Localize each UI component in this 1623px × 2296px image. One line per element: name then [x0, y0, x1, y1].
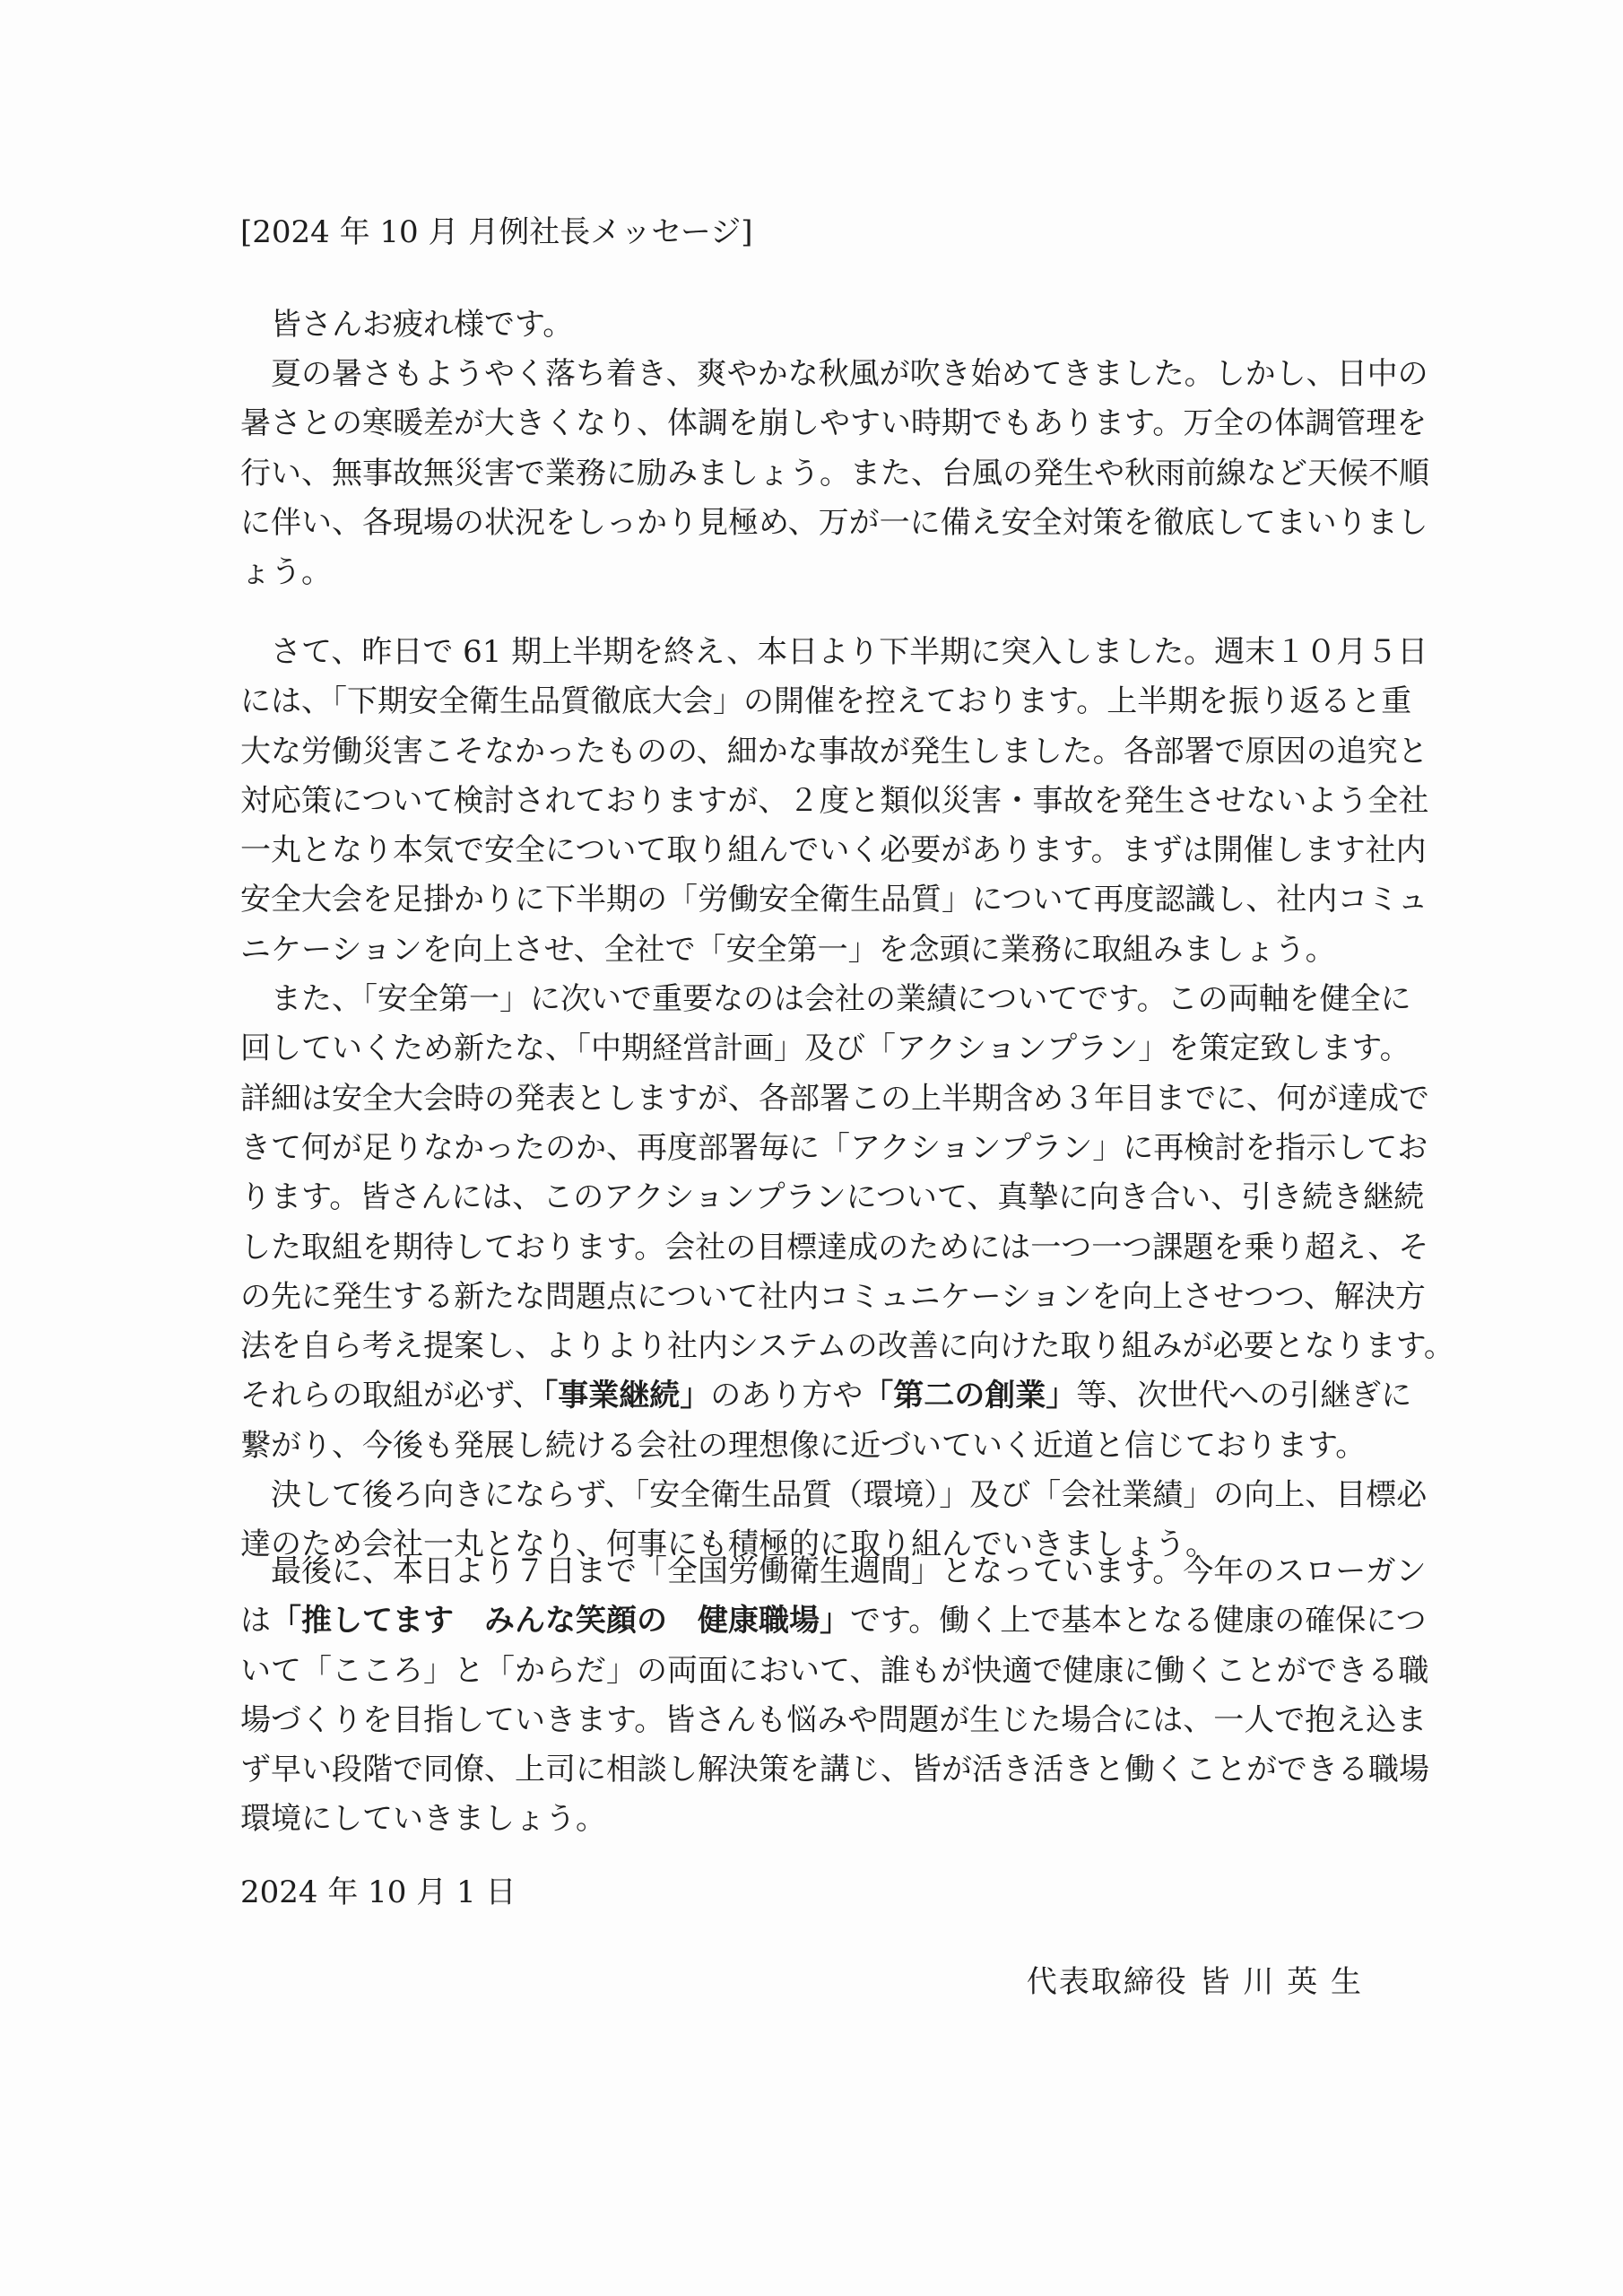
- text-line: 達のため会社一丸となり、何事にも積極的に取り組んでいきましょう。: [240, 1526, 1216, 1563]
- text-line: きて何が足りなかったのか、再度部署毎に「アクションプラン」に再検討を指示してお: [240, 1129, 1428, 1166]
- document-date: 2024 年 10 月 1 日: [240, 1874, 516, 1910]
- text-line: に伴い、各現場の状況をしっかり見極め、万が一に備え安全対策を徹底してまいりまし: [240, 504, 1428, 541]
- text-line: 場づくりを目指していきます。皆さんも悩みや問題が生じた場合には、一人で抱え込ま: [240, 1701, 1428, 1738]
- text-line: 回していくため新たな、「中期経営計画」及び「アクションプラン」を策定致します。: [240, 1031, 1410, 1067]
- text-line: 対応策について検討されておりますが、２度と類似災害・事故を発生させないよう全社: [240, 782, 1429, 819]
- text-line: ょう。: [240, 554, 332, 591]
- text-segment: 等、次世代への引継ぎに: [1076, 1378, 1412, 1414]
- text-line: ニケーションを向上させ、全社で「安全第一」を念頭に業務に取組みましょう。: [240, 931, 1336, 968]
- text-line: 行い、無事故無災害で業務に励みましょう。また、台風の発生や秋雨前線など天候不順: [240, 455, 1429, 491]
- text-line: いて「こころ」と「からだ」の両面において、誰もが快適で健康に働くことができる職: [240, 1652, 1429, 1689]
- emphasis-business-continuity: 「事業継続」: [542, 1378, 711, 1414]
- text-segment: それらの取組が必ず、: [240, 1378, 543, 1414]
- text-line: ります。皆さんには、このアクションプランについて、真摯に向き合い、引き続き継続: [240, 1179, 1425, 1216]
- paragraph-second-half: [240, 628, 1454, 1570]
- text-line: ず早い段階で同僚、上司に相談し解決策を講じ、皆が活き活きと働くことができる職場: [240, 1752, 1429, 1788]
- signature: 代表取締役 皆 川 英 生: [1026, 1964, 1363, 2000]
- emphasis-second-founding: 「第二の創業」: [863, 1378, 1077, 1414]
- text-line: 大な労働災害こそなかったものの、細かな事故が発生しました。各部署で原因の追究と: [240, 733, 1428, 770]
- text-line: さて、昨日で 61 期上半期を終え、本日より下半期に突入しました。週末１０月５日: [240, 634, 1428, 670]
- text-line: 夏の暑さもようやく落ち着き、爽やかな秋風が吹き始めてきました。しかし、日中の: [240, 356, 1428, 392]
- emphasis-slogan: 「推してます みんな笑顔の 健康職場」: [271, 1603, 850, 1639]
- greeting-line: [240, 300, 1370, 350]
- message-title: [2024 年 10 月 月例社長メッセージ]: [240, 214, 753, 250]
- text-line: 法を自ら考え提案し、よりより社内システムの改善に向けた取り組みが必要となります。: [240, 1328, 1454, 1365]
- text-line: 安全大会を足掛かりに下半期の「労働安全衛生品質」について再度認識し、社内コミュ: [240, 882, 1428, 918]
- text-line: 決して後ろ向きにならず、「安全衛生品質（環境）」及び「会社業績」の向上、目標必: [240, 1477, 1428, 1514]
- text-line: また、「安全第一」に次いで重要なのは会社の業績についてです。この両軸を健全に: [240, 981, 1411, 1018]
- text-line: 環境にしていきましょう。: [240, 1801, 606, 1838]
- text-line: 暑さとの寒暖差が大きくなり、体調を崩しやすい時期でもあります。万全の体調管理を: [240, 405, 1428, 442]
- text-segment: は: [240, 1603, 271, 1639]
- text-line: 詳細は安全大会時の発表としますが、各部署この上半期含め３年目までに、何が達成で: [240, 1080, 1429, 1117]
- text-line: の先に発生する新たな問題点について社内コミュニケーションを向上させつつ、解決方: [240, 1278, 1426, 1315]
- text-line: 最後に、本日より７日まで「全国労働衛生週間」となっています。今年のスローガン: [240, 1553, 1427, 1589]
- text-line: 繋がり、今後も発展し続ける会社の理想像に近づいていく近道と信じております。: [240, 1427, 1367, 1464]
- text-line: には、「下期安全衛生品質徹底大会」の開催を控えております。上半期を振り返ると重: [240, 683, 1412, 720]
- text-segment: のあり方や: [710, 1378, 864, 1414]
- text-segment: です。働く上で基本となる健康の確保につ: [850, 1603, 1427, 1639]
- text-line: した取組を期待しております。会社の目標達成のためには一つ一つ課題を乗り超え、そ: [240, 1229, 1429, 1265]
- text-line: 一丸となり本気で安全について取り組んでいく必要があります。まずは開催します社内: [240, 832, 1427, 869]
- text-line-with-emphasis: [240, 1371, 1412, 1421]
- paragraph-weather: [240, 350, 1429, 597]
- text-line: 皆さんお疲れ様です。: [240, 307, 574, 343]
- text-line-with-emphasis: [240, 1596, 1427, 1646]
- paragraph-health-week: [240, 1547, 1429, 1845]
